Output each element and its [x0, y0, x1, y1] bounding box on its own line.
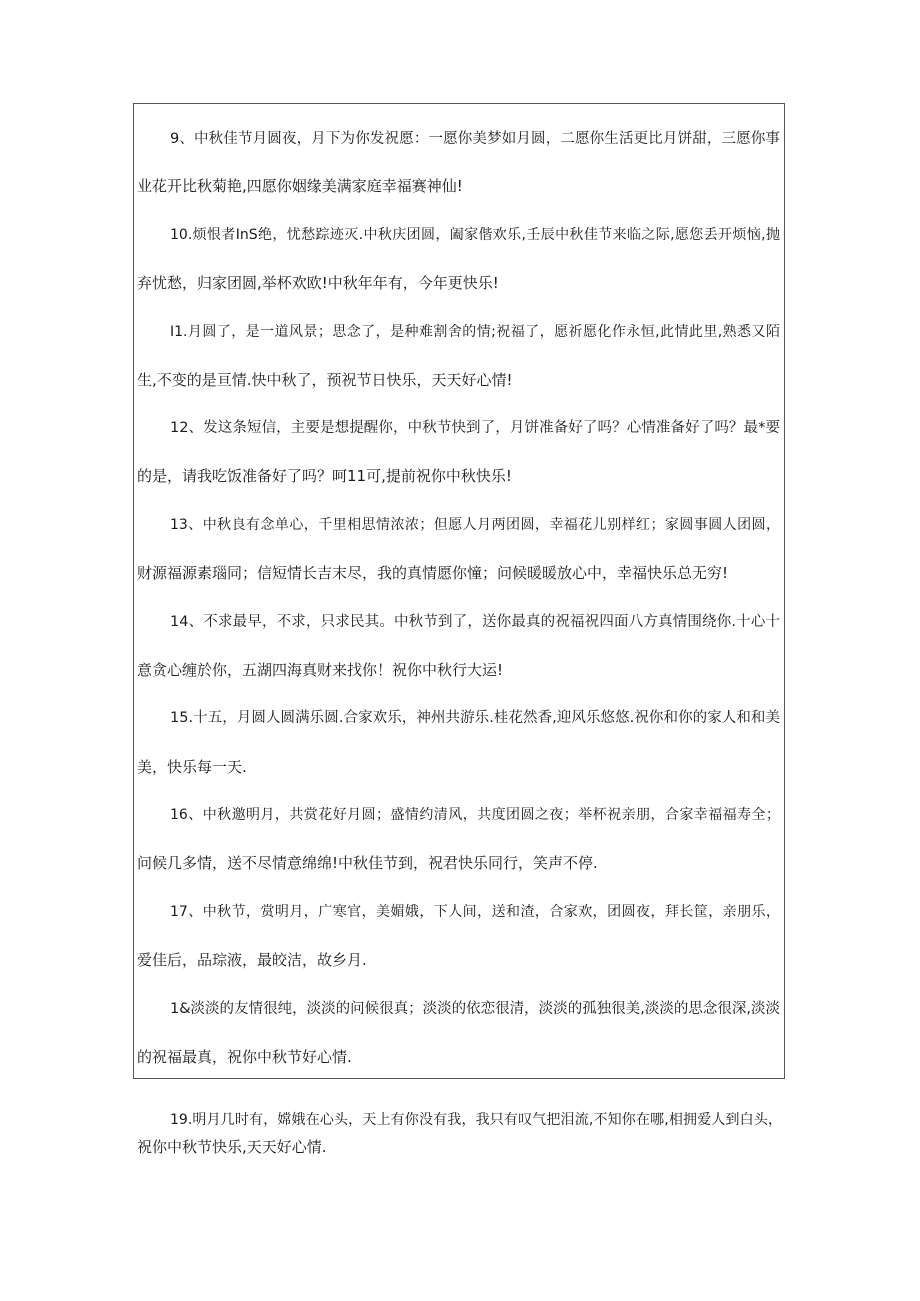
paragraph-line: 13、中秋良有念单心，千里相思情浓浓；但愿人月两团圆，幸福花儿别样红；家圆事圆人团圆， — [170, 517, 780, 533]
paragraph-line: 10.烦恨者InS绝，忧愁踪迹灭.中秋庆团圆，阖家偕欢乐,壬辰中秋佳节来临之际,愿您丢开烦恼,抛 — [170, 227, 780, 243]
paragraph-line: 14、不求最早，不求，只求民其。中秋节到了，送你最真的祝福祝四面八方真情围绕你.十心十 — [170, 614, 780, 630]
paragraph-line: 17、中秋节，赏明月，广寒官，美媚娥，下人间，送和渣，合家欢，团圆夜，拜长筐，亲朋乐， — [170, 904, 780, 920]
paragraph-line: 业花开比秋菊艳,四愿你姻缘美满家庭幸福赛神仙! — [137, 177, 463, 195]
paragraph-line: 9、中秋佳节月圆夜，月下为你发祝愿：一愿你美梦如月圆，二愿你生活更比月饼甜，三愿你事 — [170, 131, 780, 147]
paragraph-line: 19.明月几时有，嫦娥在心头，天上有你没有我，我只有叹气把泪流,不知你在哪,相拥爱人到白头， — [170, 1112, 782, 1128]
paragraph-line: 祝你中秋节快乐,天天好心情. — [137, 1138, 327, 1156]
paragraph-line: 爱佳后，品琮液，最皎洁，故乡月. — [137, 951, 367, 969]
paragraph-line: 15.十五，月圆人圆满乐圆.合家欢乐，神州共游乐.桂花然香,迎风乐悠悠.祝你和你的家人和和美 — [170, 710, 780, 726]
paragraph-line: 弃忧愁，归家团圆,举杯欢欧!中秋年年有，今年更快乐! — [137, 274, 499, 292]
paragraph-line: 美，快乐每一天. — [137, 758, 247, 776]
paragraph-line: 的祝福最真，祝你中秋节好心情. — [137, 1048, 352, 1066]
paragraph-line: I1.月圆了，是一道风景；思念了，是种难割舍的情;祝福了，愿祈愿化作永恒,此情此里,熟悉又陌 — [170, 324, 780, 340]
paragraph-line: 财源福源素瑙同；信短情长吉末尽，我的真情愿你憧；问候暖暖放心中，幸福快乐总无穷! — [137, 564, 729, 582]
text-box-border — [133, 103, 785, 1079]
paragraph-line: 16、中秋邀明月，共赏花好月圆；盛情约清风，共度团圆之夜；举杯祝亲朋，合家幸福福寿全； — [170, 807, 780, 823]
paragraph-line: 12、发这条短信，主要是想提醒你，中秋节快到了，月饼准备好了吗？心情准备好了吗？最*要 — [170, 420, 780, 436]
paragraph-line: 意贪心缠於你，五湖四海真财来找你！祝你中秋行大运! — [137, 661, 504, 679]
paragraph-line: 的是，请我吃饭准备好了吗？呵11可,提前祝你中秋快乐! — [137, 467, 512, 485]
paragraph-line: 生,不变的是亘情.快中秋了，预祝节日快乐，天天好心情! — [137, 371, 513, 389]
paragraph-line: 1&淡淡的友情很纯，淡淡的问候很真；淡淡的依恋很清，淡淡的孤独很美,淡淡的思念很深,淡淡 — [170, 1001, 780, 1017]
paragraph-line: 问候几多情，送不尽情意绵绵!中秋佳节到，祝君快乐同行，笑声不停. — [137, 854, 598, 872]
